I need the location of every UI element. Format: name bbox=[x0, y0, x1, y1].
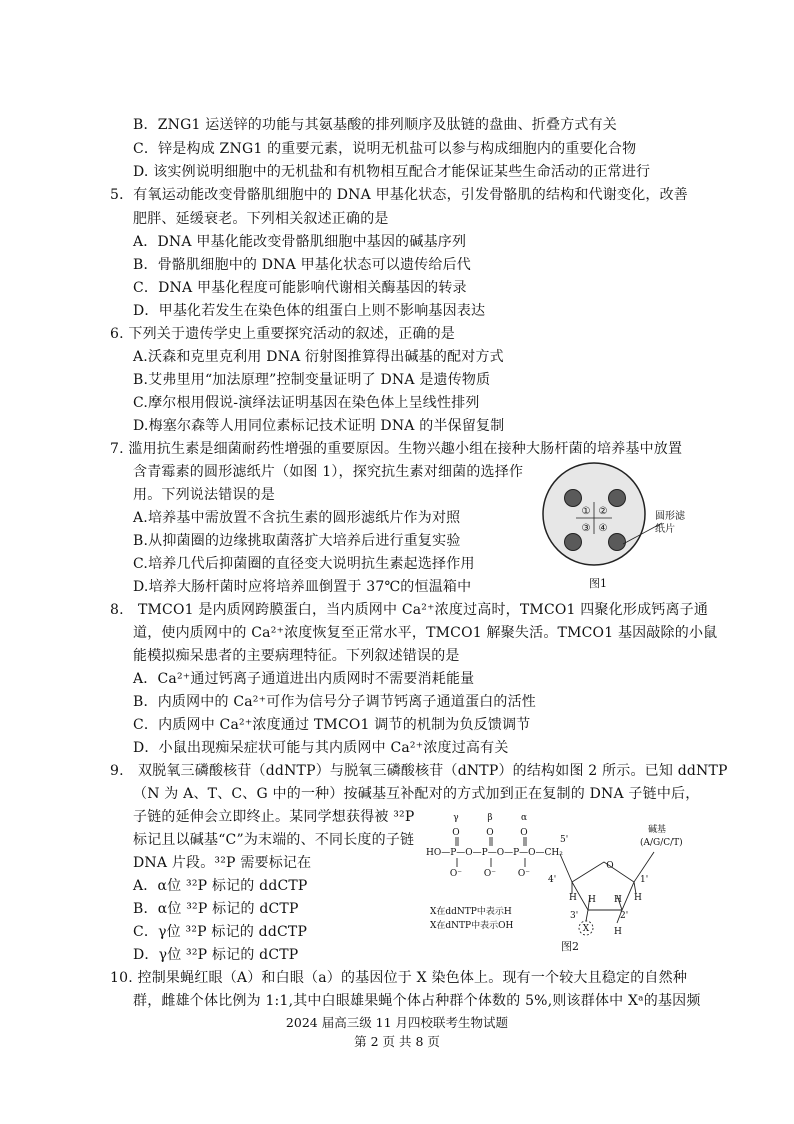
prime-4-label: 4' bbox=[548, 875, 557, 885]
text-line: 肥胖、延缓衰老。下列相关叙述正确的是 bbox=[133, 211, 389, 227]
filter-disc-4 bbox=[609, 534, 626, 551]
text-line: B．骨骼肌细胞中的 DNA 甲基化状态可以遗传给后代 bbox=[133, 257, 471, 273]
x-group-label: X bbox=[582, 924, 590, 934]
text-line: D．小鼠出现痴呆症状可能与其内质网中 Ca²⁺浓度过高有关 bbox=[133, 740, 509, 756]
hydrogen-1: H bbox=[634, 893, 642, 903]
text-line: C．γ位 ³²P 标记的 ddCTP bbox=[133, 924, 308, 940]
figure-1-petri-dish bbox=[540, 456, 715, 591]
filter-disc-callout: 圆形滤纸片 bbox=[655, 511, 685, 535]
filter-disc-2 bbox=[609, 490, 626, 507]
text-line: A．α位 ³²P 标记的 ddCTP bbox=[133, 878, 308, 894]
oxygen-top-2: O bbox=[486, 828, 494, 838]
text-line: C．内质网中 Ca²⁺浓度通过 TMCO1 调节的机制为负反馈调节 bbox=[133, 717, 531, 733]
text-line: D. 该实例说明细胞中的无机盐和有机物相互配合才能保证某些生命活动的正常进行 bbox=[133, 164, 651, 180]
base-set-label: (A/G/C/T) bbox=[640, 838, 683, 848]
text-line: 10. 控制果蝇红眼（A）和白眼（a）的基因位于 X 染色体上。现有一个较大且稳定的自然种 bbox=[110, 970, 688, 986]
filter-disc-1 bbox=[565, 490, 582, 507]
quadrant-label-1: ① bbox=[581, 506, 591, 517]
text-line: 群，雌雄个体比例为 1:1,其中白眼雄果蝇个体占种群个体数的 5%,则该群体中 Xᵃ的基因频 bbox=[133, 993, 701, 1009]
text-line: 能模拟痴呆患者的主要病理特征。下列叙述错误的是 bbox=[133, 648, 460, 664]
prime-3-label: 3' bbox=[570, 911, 579, 921]
text-line: A．DNA 甲基化能改变骨骼肌细胞中基因的碱基序列 bbox=[133, 234, 467, 250]
text-line: A.沃森和克里克利用 DNA 衍射图推算得出碱基的配对方式 bbox=[133, 349, 504, 365]
text-line: 9. 双脱氧三磷酸核苷（ddNTP）与脱氧三磷酸核苷（dNTP）的结构如图 2 所示。已知 ddNTP bbox=[110, 763, 728, 779]
quadrant-label-2: ② bbox=[598, 506, 608, 517]
text-line: B.艾弗里用“加法原理”控制变量证明了 DNA 是遗传物质 bbox=[133, 372, 491, 388]
text-line: C.培养几代后抑菌圈的直径变大说明抗生素起选择作用 bbox=[133, 556, 475, 572]
text-line: B．ZNG1 运送锌的功能与其氨基酸的排列顺序及肽链的盘曲、折叠方式有关 bbox=[133, 117, 618, 133]
ribose-ring bbox=[572, 862, 634, 910]
figure-2-caption: 图2 bbox=[561, 940, 579, 953]
text-line: 6. 下列关于遗传学史上重要探究活动的叙述，正确的是 bbox=[110, 326, 456, 342]
alpha-label: α bbox=[520, 813, 528, 823]
text-line: D.梅塞尔森等人用同位素标记技术证明 DNA 的半保留复制 bbox=[133, 418, 505, 434]
text-line: D.培养大肠杆菌时应将培养皿倒置于 37℃的恒温箱中 bbox=[133, 579, 472, 595]
text-line: 7. 滥用抗生素是细菌耐药性增强的重要原因。生物兴趣小组在接种大肠杆菌的培养基中放置 bbox=[110, 441, 683, 457]
prime-2-label: 2' bbox=[620, 911, 629, 921]
footer-title: 2024 届高三级 11 月四校联考生物试题 bbox=[285, 1015, 509, 1030]
text-line: B.从抑菌圈的边缘挑取菌落扩大培养后进行重复实验 bbox=[133, 533, 461, 549]
phosphate-chain: HO—P—O—P—O—P—O—CH₂ bbox=[426, 848, 563, 858]
oxygen-top-3: O bbox=[520, 828, 528, 838]
figure-1-caption: 图1 bbox=[589, 577, 607, 590]
oxygen-top-1: O bbox=[452, 828, 460, 838]
text-line: B．α位 ³²P 标记的 dCTP bbox=[133, 901, 299, 917]
oxygen-minus-1: O⁻ bbox=[449, 869, 463, 879]
hydrogen-2-bottom: H bbox=[614, 927, 622, 937]
beta-label: β bbox=[487, 813, 493, 823]
oxygen-minus-3: O⁻ bbox=[517, 869, 531, 879]
text-line: C．DNA 甲基化程度可能影响代谢相关酶基因的转录 bbox=[133, 280, 467, 296]
hydrogen-2: H bbox=[614, 895, 622, 905]
text-line: 标记且以碱基“C”为末端的、不同长度的子链 bbox=[133, 832, 415, 848]
ddntp-note: X在ddNTP中表示H bbox=[430, 907, 512, 917]
text-line: （N 为 A、T、C、G 中的一种）按碱基互补配对的方式加到正在复制的 DNA 子链中后， bbox=[133, 786, 700, 802]
text-line: DNA 片段。³²P 需要标记在 bbox=[133, 855, 312, 871]
text-line: D．γ位 ³²P 标记的 dCTP bbox=[133, 947, 299, 963]
text-line: 子链的延伸会立即终止。某同学想获得被 ³²P bbox=[133, 809, 415, 825]
prime-5-label: 5' bbox=[560, 835, 569, 845]
hydrogen-3: H bbox=[588, 895, 596, 905]
text-line: B．内质网中的 Ca²⁺可作为信号分子调节钙离子通道蛋白的活性 bbox=[133, 694, 536, 710]
text-line: 8. TMCO1 是内质网跨膜蛋白，当内质网中 Ca²⁺浓度过高时，TMCO1 四聚化形成钙离子通 bbox=[110, 602, 709, 618]
text-line: 用。下列说法错误的是 bbox=[133, 487, 275, 503]
text-line: A.培养基中需放置不含抗生素的圆形滤纸片作为对照 bbox=[133, 510, 461, 526]
footer-page-number: 第 2 页 共 8 页 bbox=[354, 1034, 440, 1049]
text-line: A．Ca²⁺通过钙离子通道进出内质网时不需要消耗能量 bbox=[133, 671, 475, 687]
quadrant-label-3: ③ bbox=[581, 523, 591, 534]
text-line: C.摩尔根用假说-演绎法证明基因在染色体上呈线性排列 bbox=[133, 395, 480, 411]
hydrogen-4: H bbox=[569, 893, 577, 903]
text-line: 含青霉素的圆形滤纸片（如图 1），探究抗生素对细菌的选择作 bbox=[133, 464, 524, 480]
base-label: 碱基 bbox=[648, 825, 667, 835]
prime-1-label: 1' bbox=[640, 875, 649, 885]
text-line: 道，使内质网中的 Ca²⁺浓度恢复至正常水平，TMCO1 解聚失活。TMCO1 基因敲除的小鼠 bbox=[133, 625, 718, 641]
text-line: C．锌是构成 ZNG1 的重要元素，说明无机盐可以参与构成细胞内的重要化合物 bbox=[133, 141, 637, 157]
filter-disc-3 bbox=[565, 534, 582, 551]
dntp-note: X在dNTP中表示OH bbox=[430, 921, 514, 931]
text-line: D．甲基化若发生在染色体的组蛋白上则不影响基因表达 bbox=[133, 303, 486, 319]
ring-oxygen: O bbox=[606, 861, 614, 871]
text-line: 5．有氧运动能改变骨骼肌细胞中的 DNA 甲基化状态，引发骨骼肌的结构和代谢变化，改善 bbox=[110, 187, 688, 203]
figure-2-nucleotide-structure bbox=[422, 810, 697, 955]
oxygen-minus-2: O⁻ bbox=[483, 869, 497, 879]
gamma-label: γ bbox=[453, 813, 459, 823]
quadrant-label-4: ④ bbox=[598, 523, 608, 534]
